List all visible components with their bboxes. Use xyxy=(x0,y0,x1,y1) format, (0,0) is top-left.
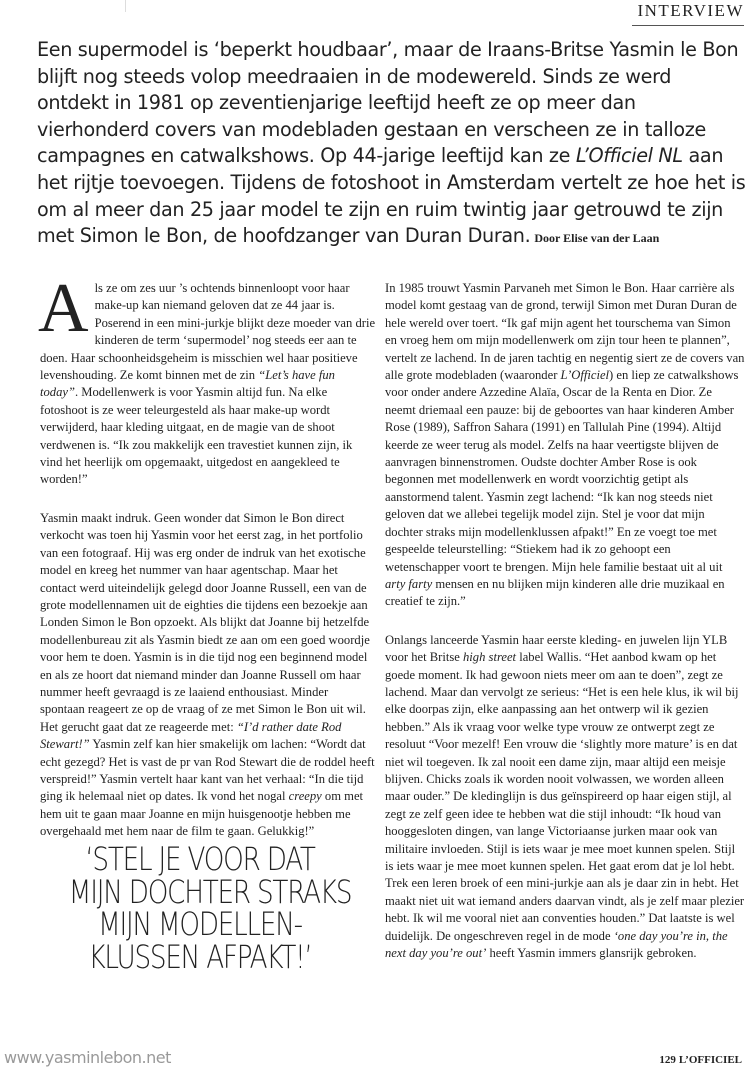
crop-mark xyxy=(125,0,126,12)
intro-lede xyxy=(37,37,747,252)
italic-text: arty farty xyxy=(385,576,433,591)
pull-quote-line: KLUSSEN AFPAKT!’ xyxy=(88,937,312,976)
text-run: . Modellenwerk is voor Yasmin altijd fun. Na elke fotoshoot is ze weer teleurgesteld als haar make-up wordt verwijderd, haar kleding uitgaat, en de magie van de shoot verdwenen is. “Ik zou makkelijk een travestiet kunnen zijn, ik vind het heerlijk om opgemaakt, uitgedost en aangekleed te worden!” xyxy=(40,385,353,487)
italic-text: high street xyxy=(463,650,517,665)
pull-quote-line: MIJN DOCHTER STRAKS xyxy=(68,872,352,911)
watermark: www.yasminlebon.net xyxy=(4,1048,171,1067)
text-run: ) en liep ze catwalkshows voor onder andere Azzedine Alaïa, Oscar de la Renta en Dior. Ze neemt driemaal een pauze: bij de geboortes van haar kinderen Amber Rose (1989), Saffron Sahara (1991) en Tallulah Pine (1994). Altijd keerde ze weer terug als model. Zelfs na haar veertigste blijven de aanvragen binnenstromen. Oudste dochter Amber Rose is ook begonnen met modellenwerk en wordt voorzichtig getipt als aanstormend talent. Yasmin zegt lachend: “Ik kan nog steeds niet geloven dat we allebei tegelijk model zijn. Stel je voor dat mijn dochter straks mijn modellenklussen afpakt!” En ze voegt toe met gespeelde teleurstelling: “Stiekem had ik zo gehoopt een wetenschapper voort te brengen. Mijn hele familie bestaat uit al uit xyxy=(385,368,739,574)
drop-cap: A xyxy=(38,270,89,347)
italic-text: “Let’s have fun today” xyxy=(40,368,335,400)
paragraph-text xyxy=(38,270,376,487)
text-run: ls ze om zes uur ’s ochtends binnenloopt voor haar make-up kan niemand geloven dat ze 44 jaar is. Poserend in een mini-jurkje blijkt deze moeder van drie kinderen de term ‘supermodel’ nog steeds eer aan te doen. Haar schoonheidsgeheim is misschien wel haar positieve levenshouding. Ze komt binnen met de zin xyxy=(40,281,376,383)
byline: Door Elise van der Laan xyxy=(534,231,660,246)
intro-text xyxy=(37,38,745,247)
italic-text: L’Officiel xyxy=(560,368,610,383)
section-label: INTERVIEW xyxy=(637,1,744,20)
header-rule xyxy=(632,25,744,26)
pull-quote xyxy=(68,840,352,976)
magazine-name: L’OFFICIEL xyxy=(678,1054,742,1066)
text-run: om met hem uit te gaan maar Joanne en mijn huisgenootje hebben me overgehaald met hem naar de film te gaan. Gelukkig!” xyxy=(40,789,364,839)
section-header xyxy=(632,1,744,26)
paragraph xyxy=(38,270,376,489)
text-run: heeft Yasmin immers glansrijk gebroken. xyxy=(486,946,697,961)
left-column xyxy=(38,270,376,862)
text-run: aan het rijtje toevoegen. Tijdens de fotoshoot in Amsterdam vertelt ze hoe het is om al meer dan 25 jaar model te zijn en ruim twintig jaar getrouwd te zijn met Simon le Bon, de hoofdzanger van Duran Duran. xyxy=(37,144,746,248)
italic-text: L’Officiel NL xyxy=(575,144,683,168)
paragraph xyxy=(385,632,745,963)
page-number: 129 xyxy=(659,1054,676,1066)
text-run: Yasmin zelf kan hier smakelijk om lachen: “Wordt dat echt gezegd? Het is vast de pr van Rod Stewart die de roddel heeft verspreid!” Yasmin vertelt haar kant van het verhaal: “In die tijd ging ik helemaal niet op dates. Ik vond het nogal xyxy=(40,737,375,804)
text-run: In 1985 trouwt Yasmin Parvaneh met Simon le Bon. Haar carrière als model komt gestaag van de grond, terwijl Simon met Duran Duran de hele wereld over toert. “Ik gaf mijn agent het tourschema van Simon en vroeg hem om mijn modellenwerk om zijn tour heen te plannen”, vertelt ze lachend. In de jaren tachtig en negentig siert ze de covers van alle grote modebladen (waaronder xyxy=(385,281,745,383)
italic-text: creepy xyxy=(288,789,322,804)
text-run: Onlangs lanceerde Yasmin haar eerste kleding- en juwelen lijn YLB voor het Britse xyxy=(385,632,728,665)
text-run: label Wallis. “Het aanbod kwam op het goede moment. Ik had gewoon niets meer om aan te doen”, zegt ze lachend. Maar dan vervolgt ze serieus: “Het is een hele klus, ik wil bij elke doorpas zijn, elke aanpassing aan het ontwerp wil ik gezien hebben.” Als ik vraag voor welke type vrouw ze ontwerpt zegt ze resoluut “Voor mezelf! Een vrouw die ‘slightly more mature’ is en dat niet wil toegeven. Ik zal nooit een dame zijn, maar altijd een meisje blijven. Chicks zoals ik worden nooit volwassen, we worden alleen maar ouder.” De kledinglijn is dus geïnspireerd op haar eigen stijl, al zegt ze zelf geen idee te hebben wat die stijl inhoudt: “Ik houd van hooggesloten dingen, van lange Victoriaanse jurken maar ook van militaire invloeden. Stijl is iets waar je mee moet kunnen spelen. Stijl is iets waar je mee moet kunnen spelen. Het gaat erom dat je lol hebt. Trek een leren broek of een mini-jurkje aan als je daar zin in hebt. Het maakt niet uit wat iemand anders daarvan vindt, als je zelf maar plezier hebt. Ik wil me vooral niet aan conventies houden.” Dat laatste is wel duidelijk. De ongeschreven regel in de mode xyxy=(385,650,745,943)
pull-quote-line: MIJN MODELLEN- xyxy=(98,905,302,943)
right-column xyxy=(385,280,745,983)
italic-text: “I’d rather date Rod Stewart!” xyxy=(40,719,342,752)
paragraph xyxy=(40,510,376,841)
text-run: mensen en nu blijken mijn kinderen alle drie muzikaal en creatief te zijn.” xyxy=(385,576,725,609)
text-run: Een supermodel is ‘beperkt houdbaar’, maar de Iraans-Britse Yasmin le Bon blijft nog steeds volop meedraaien in de modewereld. Sinds ze werd ontdekt in 1981 op zeventienjarige leeftijd heeft ze op meer dan vierhonderd covers van modebladen gestaan en verscheen ze in talloze campagnes en catwalkshows. Op 44-jarige leeftijd kan ze xyxy=(37,38,739,168)
text-run: Yasmin maakt indruk. Geen wonder dat Simon le Bon direct verkocht was toen hij Yasmin voor het eerst zag, in het portfolio van een fotograaf. Hij was erg onder de indruk van het exotische model en kreeg het nummer van haar agentschap. Maar het contact werd uiteindelijk gelegd door Joanne Russell, een van de grote modellennamen uit de eighties die tijdens een bezoekje aan Londen Simon le Bon opzoekt. Als blijkt dat Joanne bij hetzelfde modellenbureau zit als Yasmin biedt ze aan om een goed woordje voor hem te doen. Yasmin is in die tijd nog een beginnend model en als ze hoort dat niemand minder dan Joanne Russell om haar nummer heeft gevraagd is ze laaiend enthousiast. Minder spontaan reageert ze op de vraag of ze met Simon le Bon uit wil. Het gerucht gaat dat ze reageerde met: xyxy=(40,510,370,734)
pull-quote-line: ‘STEL JE VOOR DAT xyxy=(85,840,315,878)
italic-text: ‘one day you’re in, the next day you’re out’ xyxy=(385,928,728,961)
folio xyxy=(656,1054,742,1066)
paragraph xyxy=(385,280,745,611)
